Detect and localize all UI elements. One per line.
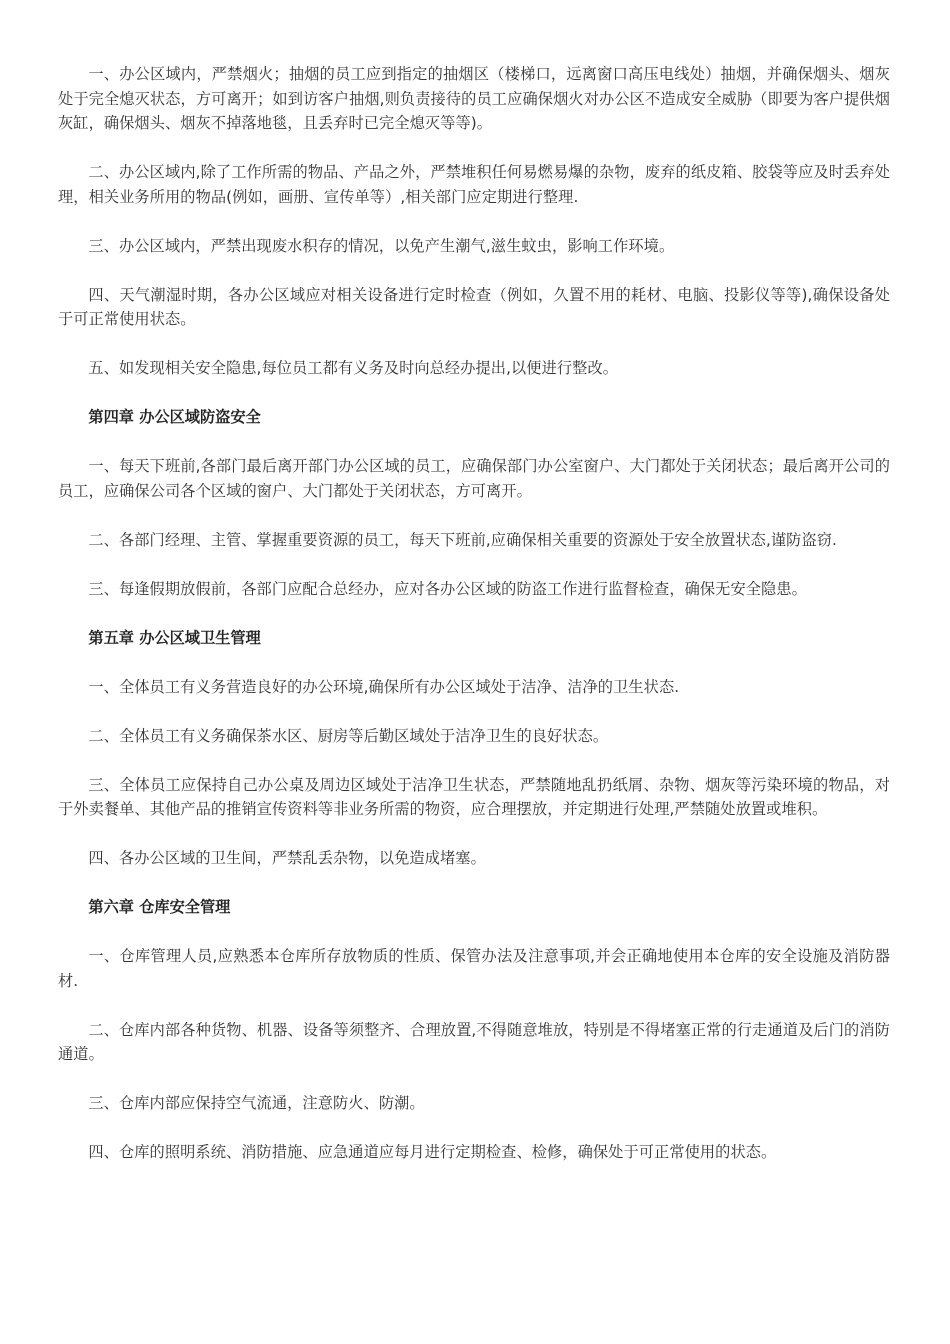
paragraph: 五、如发现相关安全隐患,每位员工都有义务及时向总经办提出,以便进行整改。 (88, 359, 619, 377)
paragraph: 三、办公区域内，严禁出现废水积存的情况，以免产生潮气,滋生蚊虫，影响工作环境。 (88, 236, 675, 255)
paragraph: 一、每天下班前,各部门最后离开部门办公区域的员工，应确保部门办公室窗户、大门都处于关闭状态；最后离开公司的员工，应确保公司各个区域的窗户、大门都处于关闭状态，方可离开。 (58, 457, 890, 500)
chapter-heading: 第六章 仓库安全管理 (88, 898, 231, 916)
paragraph: 三、仓库内部应保持空气流通，注意防火、防潮。 (88, 1094, 425, 1112)
paragraph: 三、每逢假期放假前，各部门应配合总经办，应对各办公区域的防盗工作进行监督检查，确保无安全隐患。 (88, 579, 807, 598)
paragraph: 一、仓库管理人员,应熟悉本仓库所存放物质的性质、保管办法及注意事项,并会正确地使用本仓库的安全设施及消防器材. (58, 947, 890, 990)
paragraph: 一、办公区域内，严禁烟火；抽烟的员工应到指定的抽烟区（楼梯口，远离窗口高压电线处）抽烟，并确保烟头、烟灰处于完全熄灭状态，方可离开；如到访客户抽烟,则负责接待的员工应确保烟火对办公区不造成安全威胁（即要为客户提供烟灰缸，确保烟头、烟灰不掉落地毯，且丢弃时已完全熄灭等等)。 (58, 65, 890, 132)
paragraph: 四、仓库的照明系统、消防措施、应急通道应每月进行定期检查、检修，确保处于可正常使用的状态。 (88, 1143, 777, 1161)
paragraph: 二、全体员工有义务确保茶水区、厨房等后勤区域处于洁净卫生的良好状态。 (88, 726, 609, 745)
chapter-heading: 第四章 办公区域防盗安全 (88, 408, 261, 426)
paragraph: 二、仓库内部各种货物、机器、设备等须整齐、合理放置,不得随意堆放，特别是不得堵塞正常的行走通道及后门的消防通道。 (58, 1020, 890, 1063)
paragraph: 二、办公区域内,除了工作所需的物品、产品之外，严禁堆积任何易燃易爆的杂物，废弃的纸皮箱、胶袋等应及时丢弃处理，相关业务所用的物品(例如，画册、宣传单等）,相关部门应定期进行整理. (58, 163, 890, 206)
paragraph: 三、全体员工应保持自己办公桌及周边区域处于洁净卫生状态，严禁随地乱扔纸屑、杂物、烟灰等污染环境的物品，对于外卖餐单、其他产品的推销宣传资料等非业务所需的物资，应合理摆放，并定期进行处理,严禁随处放置或堆积。 (58, 775, 890, 818)
paragraph: 二、各部门经理、主管、掌握重要资源的员工，每天下班前,应确保相关重要的资源处于安全放置状态,谨防盗窃. (88, 530, 837, 549)
paragraph: 四、天气潮湿时期，各办公区域应对相关设备进行定时检查（例如，久置不用的耗材、电脑、投影仪等等),确保设备处于可正常使用状态。 (58, 285, 890, 328)
paragraph: 四、各办公区域的卫生间，严禁乱丢杂物，以免造成堵塞。 (88, 849, 486, 867)
paragraph: 一、全体员工有义务营造良好的办公环境,确保所有办公区域处于洁净、洁净的卫生状态. (88, 677, 680, 696)
chapter-heading: 第五章 办公区域卫生管理 (88, 628, 261, 647)
